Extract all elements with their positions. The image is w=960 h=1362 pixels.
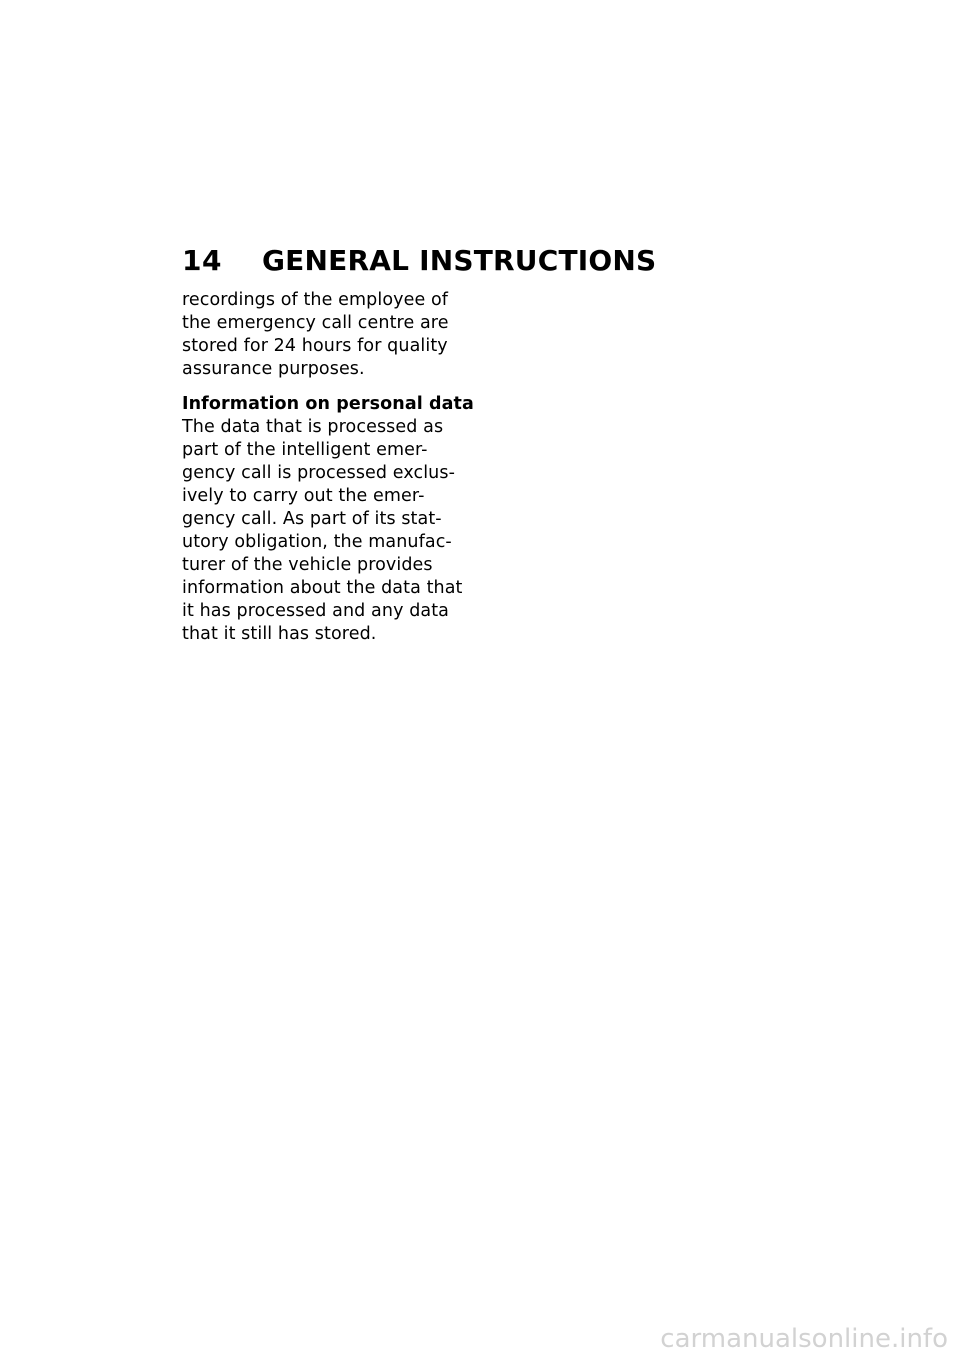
text-line: gency call is processed exclus- [182, 463, 455, 483]
text-line: gency call. As part of its stat- [182, 509, 442, 529]
page-header [182, 240, 656, 280]
text-line: information about the data that [182, 578, 463, 598]
text-line: turer of the vehicle provides [182, 555, 433, 575]
text-line: The data that is processed as [182, 417, 444, 437]
text-line: stored for 24 hours for quality [182, 336, 448, 356]
section-heading: Information on personal data [182, 394, 474, 414]
text-line: ively to carry out the emer- [182, 486, 425, 506]
text-line: it has processed and any data [182, 601, 450, 621]
paragraph-recordings [182, 289, 452, 381]
text-column [182, 289, 474, 646]
text-line: that it still has stored. [182, 624, 377, 644]
text-line: the emergency call centre are [182, 313, 449, 333]
text-line: assurance purposes. [182, 359, 365, 379]
text-line: utory obligation, the manufac- [182, 532, 452, 552]
section-personal-data [182, 393, 474, 646]
text-line: recordings of the employee of [182, 290, 449, 310]
text-line: part of the intelligent emer- [182, 440, 428, 460]
watermark: carmanualsonline.info [660, 1324, 948, 1354]
chapter-title: GENERAL INSTRUCTIONS [262, 243, 657, 277]
page-number: 14 [182, 243, 222, 277]
